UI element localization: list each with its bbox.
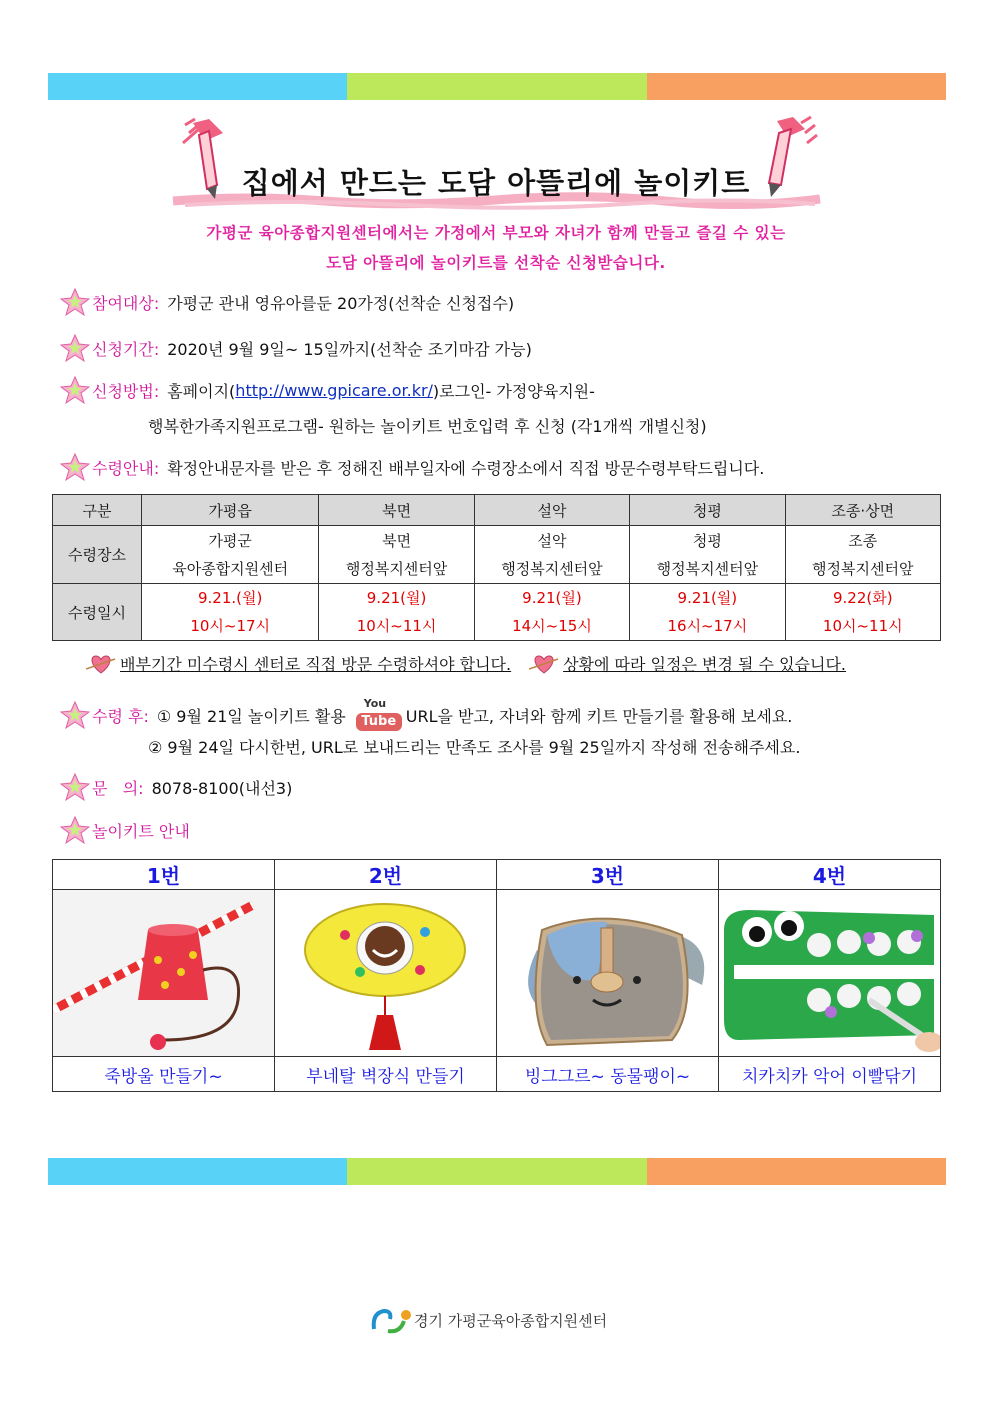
- kit-image-3: [497, 890, 719, 1057]
- star-icon: [60, 815, 90, 845]
- period-label: 신청기간:: [92, 339, 160, 359]
- pickup-text: 확정안내문자를 받은 후 정해진 배부일자에 수령장소에서 직접 방문수령부탁드립니다.: [167, 458, 765, 478]
- kit-name: 부네탈 벽장식 만들기: [275, 1057, 497, 1092]
- kit-name-row: [53, 1057, 941, 1092]
- kit-image-1: [53, 890, 275, 1057]
- place-cell: 북면 행정복지센터앞: [319, 526, 474, 584]
- contact-text: 8078-8100(내선3): [151, 778, 293, 798]
- footer-org: 경기 가평군육아종합지원센터: [414, 1311, 608, 1330]
- center-logo-icon: [370, 1305, 414, 1335]
- mask-wall-decoration-image: [275, 890, 496, 1056]
- kit-name: 죽방울 만들기~: [53, 1057, 275, 1092]
- notice-row: [86, 652, 846, 675]
- after-label: 수령 후:: [92, 706, 149, 726]
- date-row-label: 수령일시: [53, 584, 142, 641]
- star-icon: [60, 333, 90, 363]
- target-label: 참여대상:: [92, 293, 160, 313]
- page-title: 집에서 만드는 도담 아뜰리에 놀이키트: [241, 166, 751, 200]
- date-cell: 9.21(월) 16시~17시: [630, 584, 785, 641]
- method-line-2: 행복한가족지원프로그램- 원하는 놀이키트 번호입력 후 신청 (각1개씩 개별신청): [148, 417, 707, 436]
- place-cell: 조종 행정복지센터앞: [785, 526, 940, 584]
- method-prefix: 홈페이지(: [167, 381, 236, 401]
- kit-number: 2번: [275, 860, 497, 890]
- homepage-link[interactable]: http://www.gpicare.or.kr/: [235, 380, 433, 400]
- header-cell: 북면: [319, 495, 474, 526]
- star-icon: [60, 700, 90, 730]
- dog-spinning-top-image: [497, 890, 718, 1056]
- date-cell: 9.21(월) 14시~15시: [474, 584, 629, 641]
- period-row: [60, 333, 532, 363]
- notice-2: 상황에 따라 일정은 변경 될 수 있습니다.: [563, 655, 846, 674]
- date-cell: 9.21.(월) 10시~17시: [142, 584, 319, 641]
- title-banner: [165, 115, 827, 210]
- kit-number: 1번: [53, 860, 275, 890]
- date-cell: 9.22(화) 10시~11시: [785, 584, 940, 641]
- notice-1: 배부기간 미수령시 센터로 직접 방문 수령하셔야 합니다.: [120, 655, 512, 674]
- date-cell: 9.21(월) 10시~11시: [319, 584, 474, 641]
- star-icon: [60, 375, 90, 405]
- kit-number: 4번: [719, 860, 941, 890]
- header-cell: 청평: [630, 495, 785, 526]
- method-label: 신청방법:: [92, 381, 160, 401]
- kit-number-row: [53, 860, 941, 890]
- intro-line-1: 가평군 육아종합지원센터에서는 가정에서 부모와 자녀가 함께 만들고 즐길 수 있는: [206, 224, 786, 242]
- intro-line-2: 도담 아뜰리에 놀이키트를 선착순 신청받습니다.: [326, 254, 666, 272]
- top-color-band: [48, 73, 946, 100]
- target-row: [60, 287, 514, 317]
- place-row: [53, 526, 941, 584]
- period-text: 2020년 9월 9일~ 15일까지(선착순 조기마감 가능): [167, 339, 532, 359]
- cup-and-ball-image: [53, 890, 274, 1056]
- header-cell: 구분: [53, 495, 142, 526]
- kit-guide-label: 놀이키트 안내: [92, 821, 190, 841]
- target-text: 가평군 관내 영유아를둔 20가정(선착순 신청접수): [167, 293, 515, 313]
- schedule-header-row: [53, 495, 941, 526]
- heart-arrow-icon: [86, 653, 116, 675]
- schedule-table: [52, 494, 941, 641]
- kit-image-2: [275, 890, 497, 1057]
- after-item-2: ② 9월 24일 다시한번, URL로 보내드리는 만족도 조사를 9월 25일까지 작성해 전송해주세요.: [148, 738, 801, 757]
- header-cell: 설악: [474, 495, 629, 526]
- heart-arrow-icon: [529, 653, 559, 675]
- header-cell: 가평읍: [142, 495, 319, 526]
- pickup-row: [60, 452, 764, 482]
- star-icon: [60, 772, 90, 802]
- method-row: [60, 375, 595, 405]
- contact-label: 문 의:: [92, 778, 144, 798]
- pickup-label: 수령안내:: [92, 458, 160, 478]
- kit-name: 빙그그르~ 동물팽이~: [497, 1057, 719, 1092]
- after-item-1-pre: ① 9월 21일 놀이키트 활용: [156, 706, 346, 726]
- kit-guide-row: [60, 815, 198, 845]
- method-suffix: )로그인- 가정양육지원-: [432, 381, 595, 401]
- footer: [370, 1305, 607, 1335]
- after-item-1-post: URL을 받고, 자녀와 함께 키트 만들기를 활용해 보세요.: [405, 706, 793, 726]
- date-row: [53, 584, 941, 641]
- star-icon: [60, 452, 90, 482]
- place-row-label: 수령장소: [53, 526, 142, 584]
- after-row: [60, 697, 792, 733]
- youtube-icon: You Tube: [356, 697, 404, 733]
- kit-image-4: [719, 890, 941, 1057]
- crocodile-teeth-image: [719, 890, 940, 1056]
- kit-name: 치카치카 악어 이빨닦기: [719, 1057, 941, 1092]
- star-icon: [60, 287, 90, 317]
- kit-image-row: [53, 890, 941, 1057]
- place-cell: 가평군 육아종합지원센터: [142, 526, 319, 584]
- place-cell: 설악 행정복지센터앞: [474, 526, 629, 584]
- kit-number: 3번: [497, 860, 719, 890]
- header-cell: 조종·상면: [785, 495, 940, 526]
- contact-row: [60, 772, 292, 802]
- place-cell: 청평 행정복지센터앞: [630, 526, 785, 584]
- bottom-color-band: [48, 1158, 946, 1185]
- kits-table: [52, 859, 941, 1092]
